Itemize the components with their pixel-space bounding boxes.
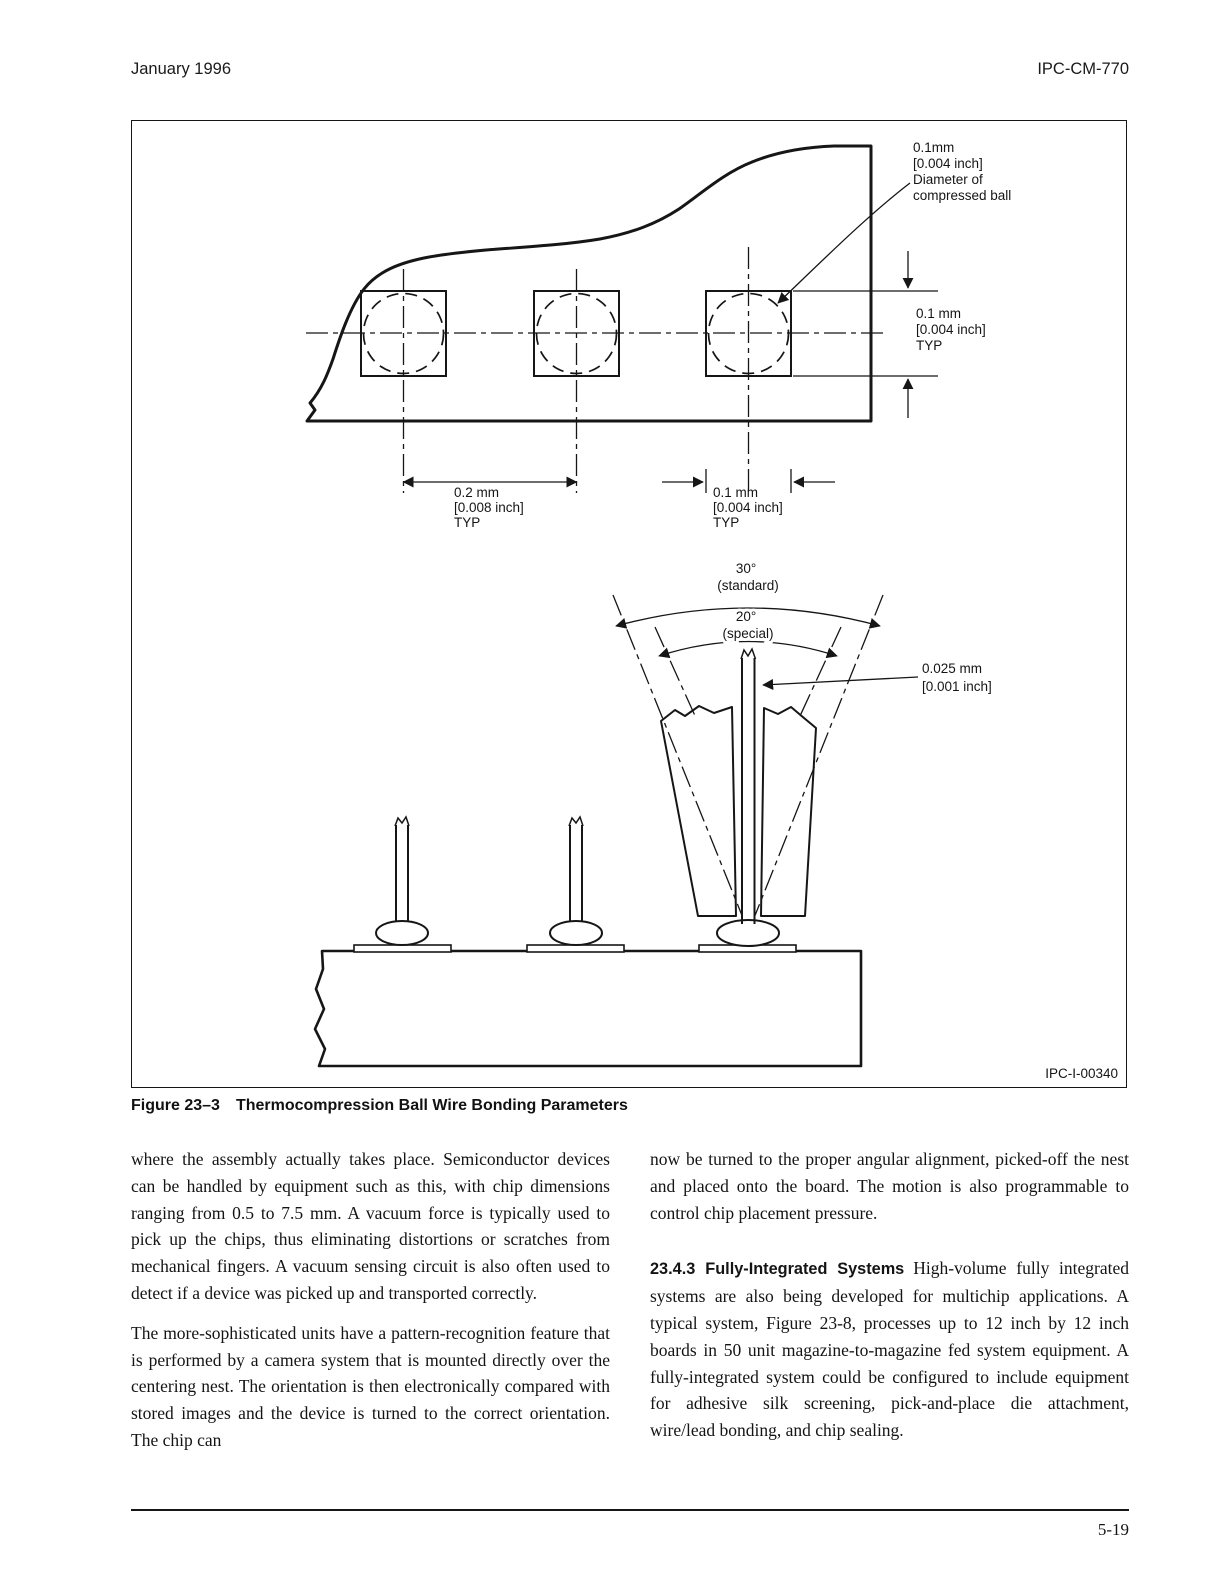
pad-layout-diagram (306, 140, 1011, 530)
section-heading (650, 1260, 913, 1278)
paragraph-left-2: The more-sophisticated units have a pattern-recognition feature that is performed by a camera system that is mounted directly over the centering nest. The orientation is then electronically compared with stored images and the device is turned to the correct orientation. The chip can (131, 1322, 610, 1450)
figure-caption-label: Figure 23–3 (131, 1097, 220, 1114)
pad-width-label: 0.1 mm [0.004 inch] TYP (713, 485, 783, 530)
section-23-4-3 (650, 1255, 1129, 1444)
wire-diameter-label: 0.025 mm [0.001 inch] (922, 661, 992, 694)
paragraph-left-1: where the assembly actually takes place. Semiconductor devices can be handled by equipment such as this, with chip dimensions ranging from 0.5 to 7.5 mm. A vacuum force is typically used to pick up the chips, thus eliminating distortions or scratches from mechanical fingers. A vacuum sensing circuit is also often used to detect if a device was picked up and transported correctly. (131, 1149, 610, 1303)
page-header (131, 60, 1129, 79)
angle-30-line-right (754, 595, 883, 918)
angle-30-line-left (613, 595, 743, 918)
angle-30-label: 30° (standard) (717, 561, 779, 593)
section-number: 23.4.3 (650, 1260, 696, 1279)
ball-bond-2 (550, 921, 602, 945)
angle-20-line-left (655, 627, 696, 718)
section-title: Fully-Integrated Systems (705, 1260, 905, 1279)
figure-23-3-box (131, 120, 1127, 1088)
header-doc-id: IPC-CM-770 (1037, 60, 1129, 78)
substrate-outline (307, 146, 871, 421)
bonded-wire-2 (550, 817, 602, 945)
capillary-left-half (661, 706, 736, 916)
paragraph-right-1: now be turned to the proper angular alignment, picked-off the nest and placed onto the board. The motion is also programmable to control chip placement pressure. (650, 1149, 1129, 1223)
figure-caption (131, 1097, 1129, 1115)
capillary-diagram (315, 561, 1118, 1081)
substrate-pad-1 (354, 945, 451, 952)
body-column-left (131, 1146, 610, 1467)
ball-bond-3 (717, 920, 779, 946)
figure-ref-number: IPC-I-00340 (1045, 1066, 1118, 1081)
wire-bonding-diagram (132, 121, 1126, 1087)
substrate-pad-2 (527, 945, 624, 952)
capillary-right-half (761, 707, 816, 916)
ball-diameter-label: 0.1mm [0.004 inch] Diameter of compressed ball (913, 140, 1012, 203)
page-number: 5-19 (1097, 1520, 1129, 1539)
body-columns (131, 1146, 1129, 1467)
pad-pitch-label: 0.2 mm [0.008 inch] TYP (454, 485, 524, 530)
body-column-right (650, 1146, 1129, 1467)
pad-height-label: 0.1 mm [0.004 inch] TYP (916, 306, 986, 353)
figure-caption-title: Thermocompression Ball Wire Bonding Parameters (235, 1097, 628, 1114)
section-body-text: High-volume fully integrated systems are also being developed for multichip applications. A typical system, Figure 23-8, processes up to 12 inch by 12 inch boards in 50 unit magazine-to-magazine fed system equipment. A fully-integrated system could be configured to include equipment for adhesive silk screening, pick-and-place die attachment, wire/lead bonding, and chip sealing. (650, 1258, 1129, 1441)
angle-20-label: 20° (special) (722, 609, 774, 641)
footer-rule (131, 1509, 1129, 1511)
bottom-substrate (315, 951, 861, 1066)
angle-20-arc (659, 642, 837, 657)
bonded-wire-1 (376, 817, 428, 945)
angle-20-line-right (800, 627, 841, 716)
wire-diameter-leader-arrow (763, 677, 918, 685)
header-date: January 1996 (131, 60, 231, 78)
ball-bond-1 (376, 921, 428, 945)
capillary-wire (717, 649, 779, 946)
